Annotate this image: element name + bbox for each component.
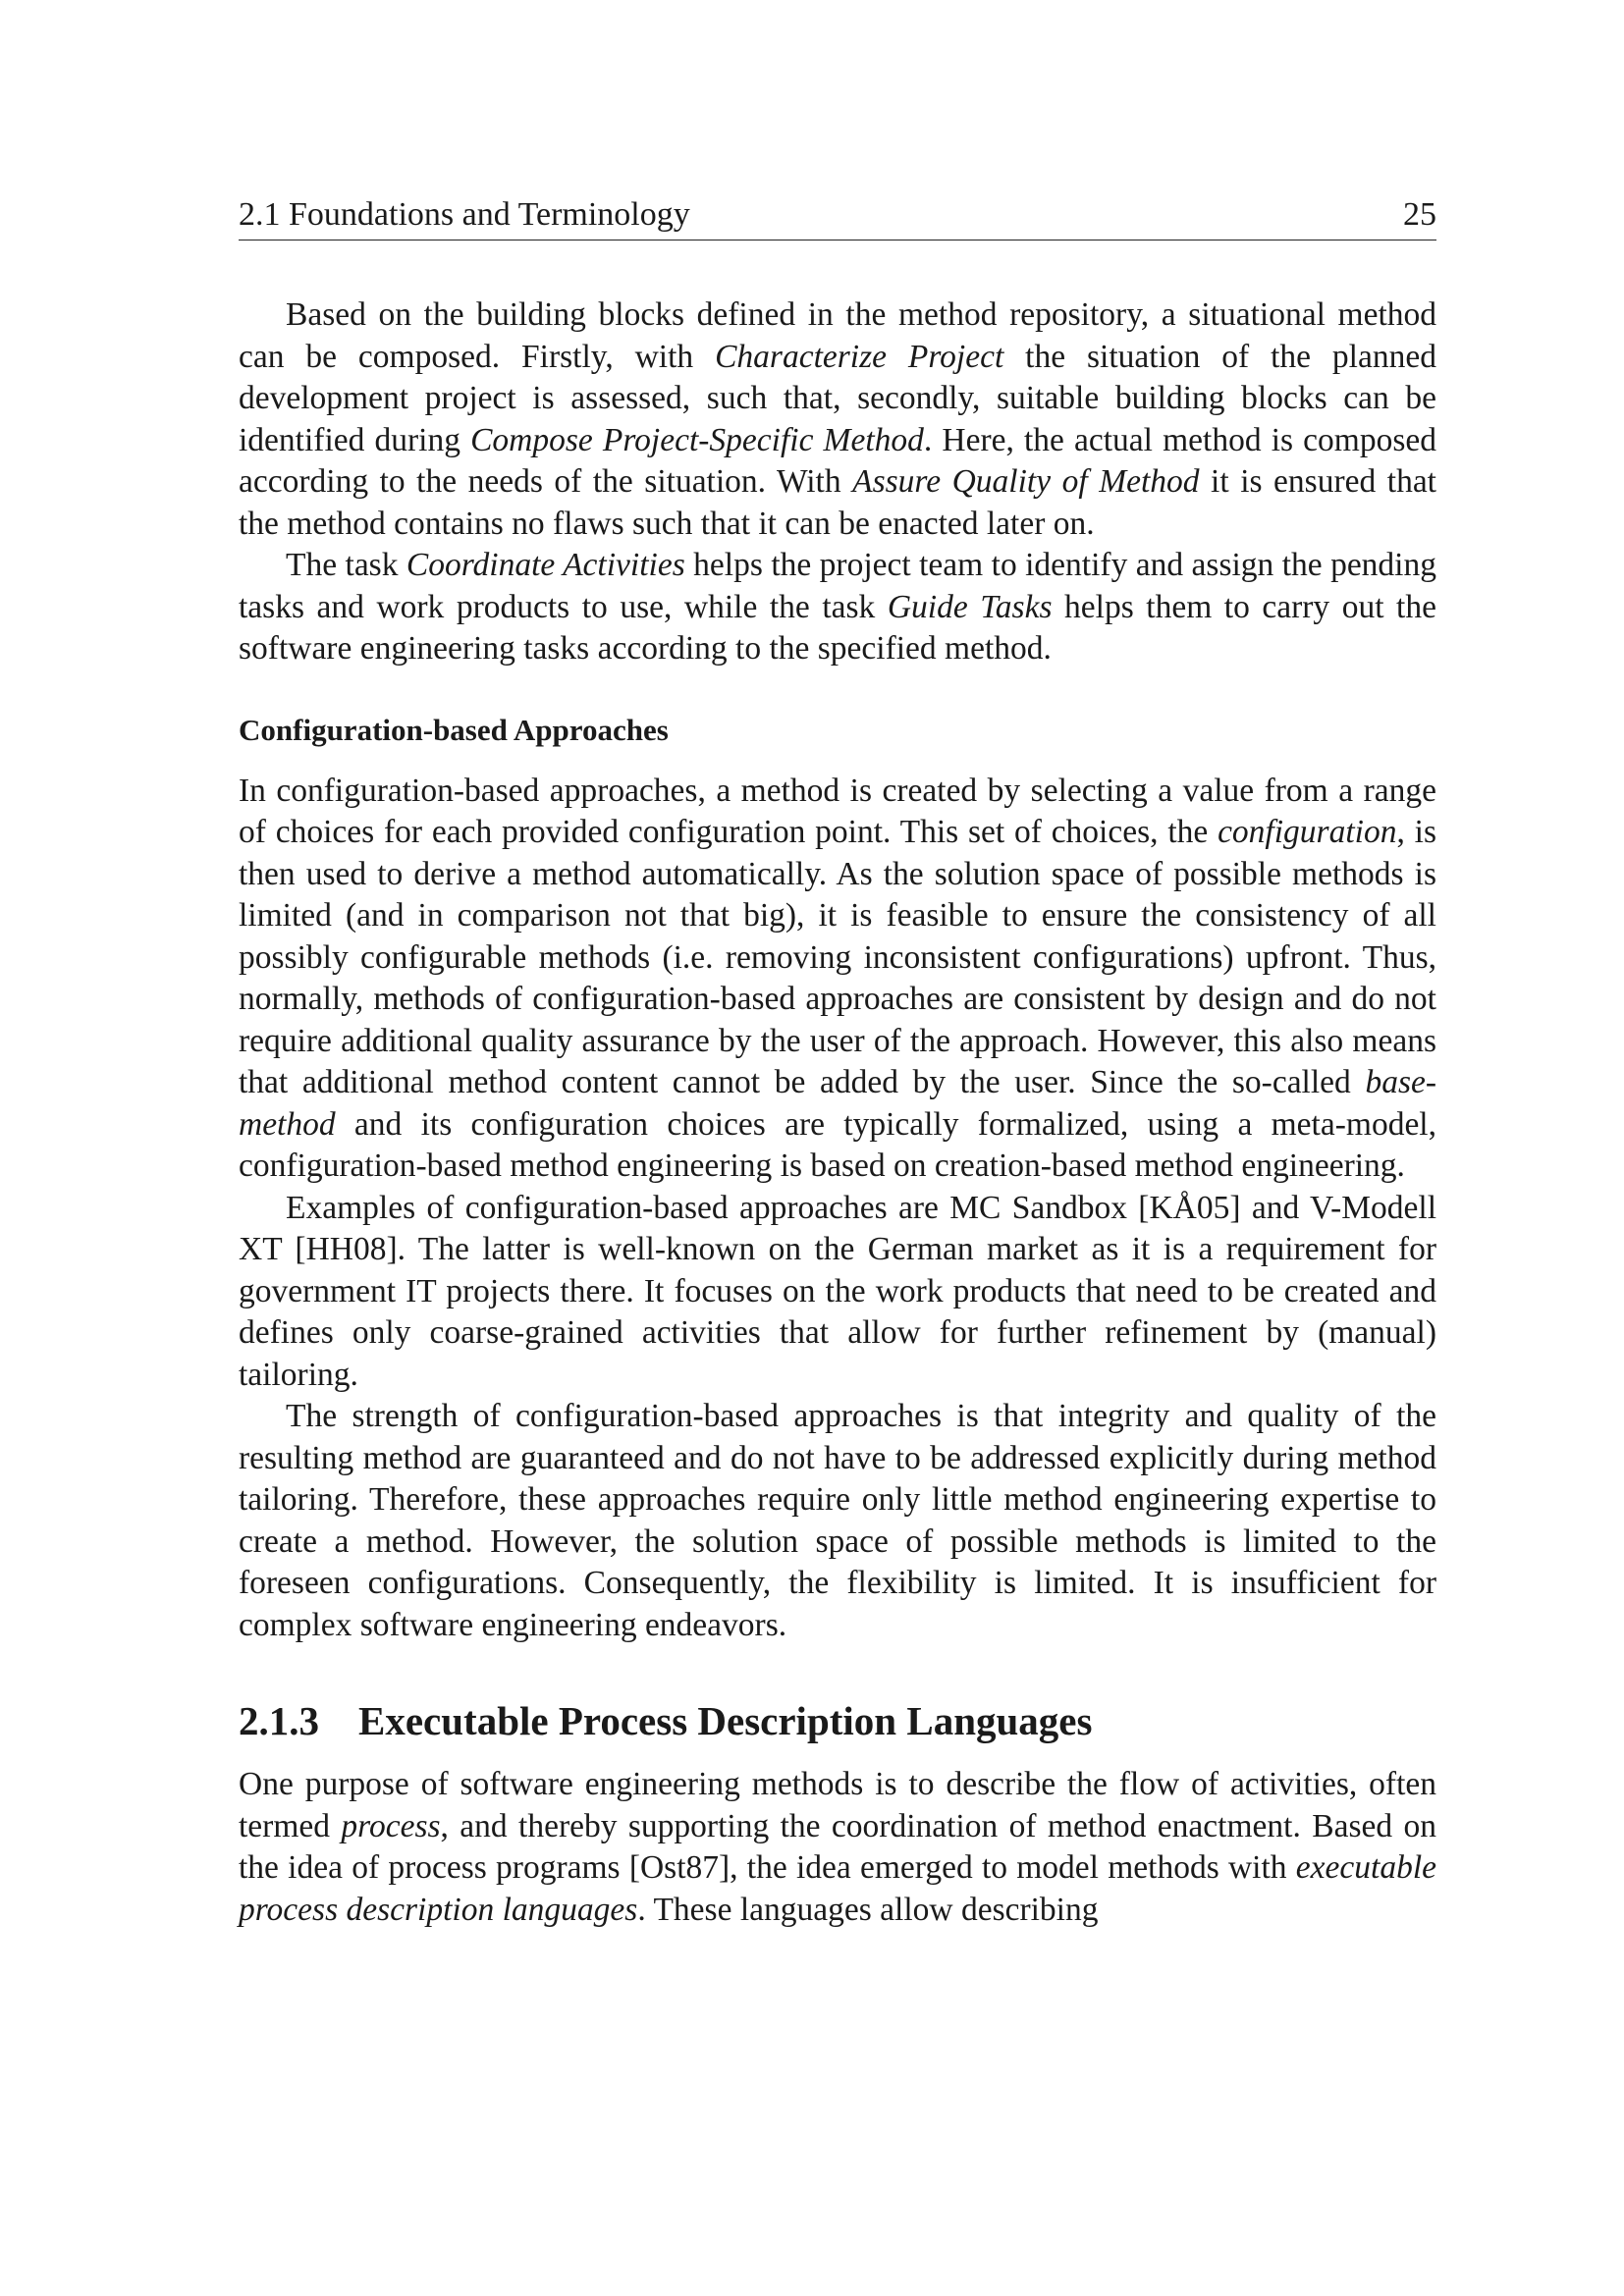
emphasis-executable-languages: executable process description languages — [239, 1849, 1436, 1928]
text-run: . Here, the actual method is composed according to the needs of the situation. With — [239, 421, 1436, 500]
body-text — [239, 294, 1436, 1931]
emphasis-assure-quality: Assure Quality of Method — [852, 463, 1200, 500]
text-run: , and thereby supporting the coordination of method enactment. Based on the idea of process programs [Ost87], the idea emerged to model methods with — [239, 1807, 1436, 1886]
section-heading — [239, 1695, 1436, 1746]
emphasis-guide-tasks: Guide Tasks — [887, 588, 1053, 625]
section-number: 2.1.3 — [239, 1698, 319, 1743]
paragraph-examples: Examples of configuration-based approaches are MC Sandbox [KÅ05] and V-Modell XT [HH08]. The latter is well-known on the German market as it is a requirement for government IT projects there. It focuses on the work products that need to be created and defines only coarse-grained activities that allow for further refinement by (manual) tailoring. — [239, 1189, 1436, 1393]
text-run: it is ensured that the method contains no flaws such that it can be enacted later on. — [239, 463, 1436, 542]
emphasis-configuration: configuration — [1218, 814, 1397, 850]
text-run: In configuration-based approaches, a method is created by selecting a value from a range of choices for each provided configuration point. This set of choices, the — [239, 772, 1436, 850]
text-run: Based on the building blocks defined in the method repository, a situational method can be composed. Firstly, with — [239, 296, 1436, 375]
emphasis-coordinate-activities: Coordinate Activities — [406, 547, 685, 583]
text-run: One purpose of software engineering methods is to describe the flow of activities, often termed — [239, 1766, 1436, 1844]
page-number: 25 — [1403, 196, 1436, 233]
text-run: , is then used to derive a method automatically. As the solution space of possible methods is limited (and in comparison not that big), it is feasible to ensure the consistency of all possibly configurable methods (i.e. removing inconsistent configurations) upfront. Thus, normally, methods of configuration-based approaches are consistent by design and do not require additional quality assurance by the user of the approach. However, this also means that additional method content cannot be added by the user. Since the so-called — [239, 814, 1436, 1100]
emphasis-base-method: base-method — [239, 1064, 1436, 1143]
text-run: and its configuration choices are typically formalized, using a meta-model, configuration-based method engineering is based on creation-based method engineering. — [239, 1105, 1436, 1184]
section-title: Executable Process Description Languages — [358, 1698, 1093, 1743]
subsection-heading: Configuration-based Approaches — [239, 712, 669, 747]
text-run: helps them to carry out the software engineering tasks according to the specified method. — [239, 588, 1436, 667]
emphasis-compose-method: Compose Project-Specific Method — [470, 421, 924, 458]
paragraph-configuration-approaches — [239, 771, 1436, 1188]
text-run: helps the project team to identify and assign the pending tasks and work products to use, while the task — [239, 547, 1436, 625]
text-run: the situation of the planned development project is assessed, such that, secondly, suitable building blocks can be identified during — [239, 338, 1436, 458]
paragraph-process-languages — [239, 1764, 1436, 1931]
emphasis-characterize-project: Characterize Project — [715, 338, 1004, 375]
paragraph-situational-method — [239, 294, 1436, 545]
running-head-title: 2.1 Foundations and Terminology — [239, 196, 690, 233]
paragraph-coordinate-activities — [239, 545, 1436, 670]
emphasis-process: process — [341, 1807, 441, 1844]
text-run: The task — [286, 547, 406, 583]
text-run: . These languages allow describing — [637, 1891, 1099, 1928]
paragraph-strength: The strength of configuration-based approaches is that integrity and quality of the resulting method are guaranteed and do not have to be addressed explicitly during method tailoring. Therefore, these approaches require only little method engineering expertise to create a method. However, the solution space of possible methods is limited to the foreseen configurations. Consequently, the flexibility is limited. It is insufficient for complex software engineering endeavors. — [239, 1398, 1436, 1643]
running-head — [239, 192, 1436, 240]
